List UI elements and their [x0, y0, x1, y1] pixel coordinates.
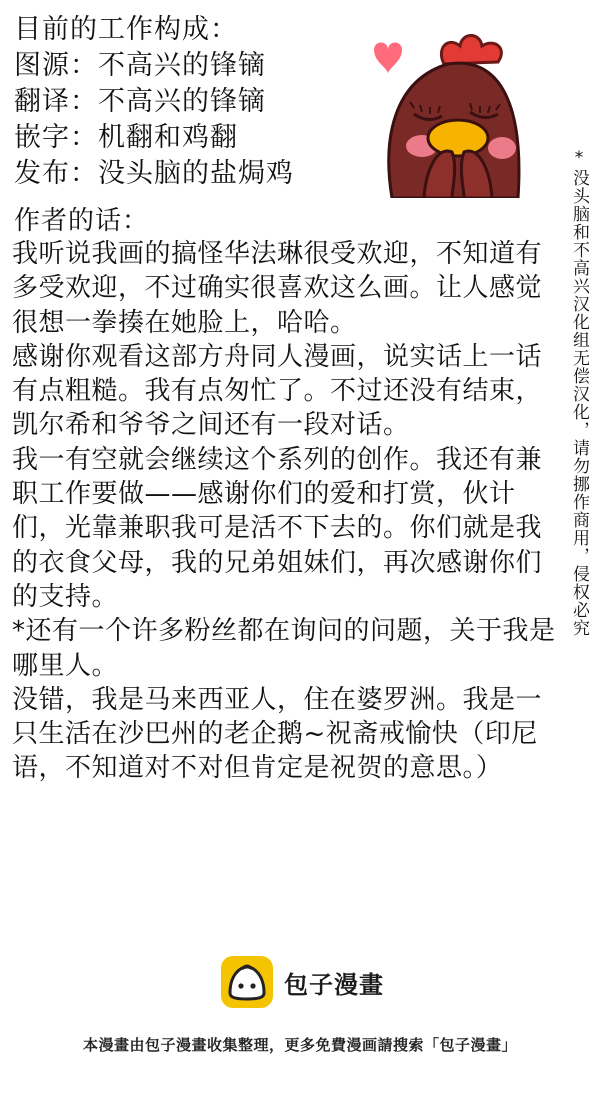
- footer-notice: 本漫畫由包子漫畫收集整理，更多免費漫画請搜索「包子漫畫」: [82, 1036, 517, 1054]
- credit-typesetting: 嵌字：机翻和鸡翻: [14, 122, 238, 153]
- vertical-notice: *没头脑和不高兴汉化组无偿汉化，请勿挪作商用，侵权必究: [569, 148, 589, 637]
- credit-release: 发布：没头脑的盐焗鸡: [14, 158, 294, 189]
- credit-translation: 翻译：不高兴的锋镝: [14, 86, 266, 117]
- heart-icon: [374, 43, 402, 75]
- credit-source: 图源：不高兴的锋镝: [14, 50, 266, 81]
- author-words-heading: 作者的话：: [14, 206, 150, 236]
- baozi-bun-icon: [220, 955, 274, 1009]
- credits-title: 目前的工作构成：: [14, 14, 238, 45]
- brand-name: 包子漫畫: [284, 970, 384, 999]
- rooster-mascot-icon: [352, 28, 542, 198]
- credits-block: [14, 12, 344, 192]
- brand-logo[interactable]: [220, 955, 384, 1009]
- author-words-body: 我听说我画的搞怪华法琳很受欢迎，不知道有多受欢迎，不过确实很喜欢这么画。让人感觉很想一拳揍在她脸上，哈哈。 感谢你观看这部方舟同人漫画，说实话上一话有点粗糙。我有点匆忙了。不过还没有结束，凯尔希和爷爷之间还有一段对话。 我一有空就会继续这个系列的创作。我还有兼职工作要做——感谢你们的爱和打赏，伙计们，光靠兼职我可是活不下去的。你们就是我的衣食父母，我的兄弟姐妹们，再次感谢你们的支持。 *还有一个许多粉丝都在询问的问题，关于我是哪里人。 没错，我是马来西亚人，住在婆罗洲。我是一只生活在沙巴州的老企鹅~祝斋戒愉快（印尼语，不知道对不对但肯定是祝贺的意思。）: [12, 239, 556, 784]
